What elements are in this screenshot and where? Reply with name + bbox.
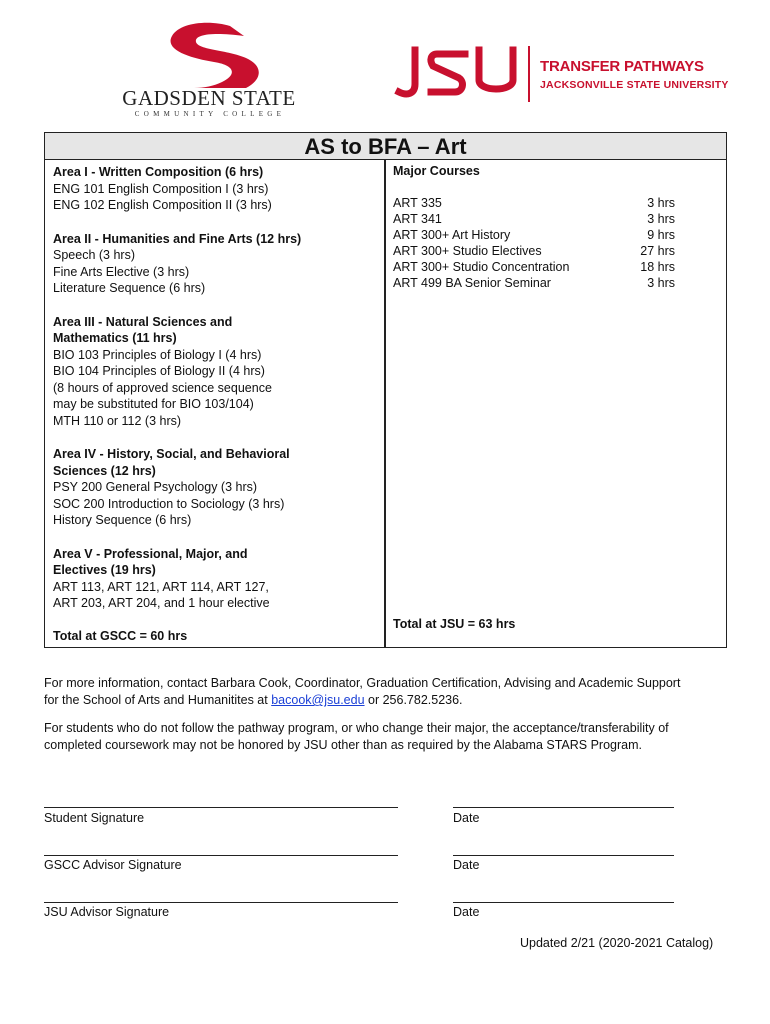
jsu-logo-divider xyxy=(528,46,530,102)
contact-text: for the School of Arts and Humanitites at xyxy=(44,693,272,707)
area-heading: Sciences (12 hrs) xyxy=(53,463,156,478)
area-heading: Mathematics (11 hrs) xyxy=(53,331,177,345)
area-heading: Area II - Humanities and Fine Arts (12 hrs) xyxy=(53,231,302,246)
course-line: (8 hours of approved science sequence xyxy=(53,380,272,395)
course-name: ART 300+ Studio Concentration xyxy=(393,260,570,274)
course-line: ART 113, ART 121, ART 114, ART 127, xyxy=(53,579,269,594)
area-heading: Area IV - History, Social, and Behavioral xyxy=(53,447,290,461)
contact-paragraph xyxy=(44,675,734,709)
course-name: ART 341 xyxy=(393,212,442,226)
course-line: Speech (3 hrs) xyxy=(53,248,135,262)
course-hours: 9 hrs xyxy=(647,228,675,242)
signature-line[interactable] xyxy=(44,807,398,808)
course-hours: 27 hrs xyxy=(640,244,675,258)
course-line: History Sequence (6 hrs) xyxy=(53,513,192,527)
course-name: ART 300+ Studio Electives xyxy=(393,244,542,258)
jsu-university-name: JACKSONVILLE STATE UNIVERSITY xyxy=(540,79,729,91)
date-label: Date xyxy=(453,905,480,919)
signature-label: Student Signature xyxy=(44,811,145,825)
contact-line xyxy=(44,692,734,709)
date-line[interactable] xyxy=(453,855,674,856)
course-name: ART 300+ Art History xyxy=(393,228,511,242)
major-course-row xyxy=(393,211,675,227)
major-course-row xyxy=(393,243,675,259)
course-name: ART 499 BA Senior Seminar xyxy=(393,276,551,290)
major-course-row xyxy=(393,259,675,275)
course-line: Literature Sequence (6 hrs) xyxy=(53,281,206,295)
signature-line[interactable] xyxy=(44,855,398,856)
signature-label: GSCC Advisor Signature xyxy=(44,858,182,872)
page-title: AS to BFA – Art xyxy=(45,133,726,160)
course-line: BIO 103 Principles of Biology I (4 hrs) xyxy=(53,347,262,362)
column-divider xyxy=(384,159,386,647)
date-label: Date xyxy=(453,858,480,872)
date-line[interactable] xyxy=(453,807,674,808)
course-line: ENG 101 English Composition I (3 hrs) xyxy=(53,181,269,196)
major-courses-heading: Major Courses xyxy=(393,164,480,178)
major-course-row xyxy=(393,195,675,211)
area-heading: Area V - Professional, Major, and xyxy=(53,546,248,561)
area-block xyxy=(53,231,378,297)
course-name: ART 335 xyxy=(393,196,442,210)
jsu-program-name: TRANSFER PATHWAYS xyxy=(540,58,704,75)
disclaimer-paragraph xyxy=(44,720,734,754)
major-course-list xyxy=(393,195,675,291)
signature-line[interactable] xyxy=(44,902,398,903)
updated-note: Updated 2/21 (2020-2021 Catalog) xyxy=(520,936,714,950)
course-hours: 3 hrs xyxy=(647,196,675,210)
gscc-logo-name: GADSDEN STATE xyxy=(122,86,296,110)
gscc-logo-subtitle: COMMUNITY COLLEGE xyxy=(134,110,286,118)
area-heading: Area I - Written Composition (6 hrs) xyxy=(53,165,264,179)
course-line: Fine Arts Elective (3 hrs) xyxy=(53,264,190,279)
jsu-total: Total at JSU = 63 hrs xyxy=(393,617,516,631)
major-course-row xyxy=(393,275,675,291)
course-line: MTH 110 or 112 (3 hrs) xyxy=(53,413,182,428)
jsu-logo-icon xyxy=(393,44,523,102)
gscc-total: Total at GSCC = 60 hrs xyxy=(53,629,188,643)
course-line: may be substituted for BIO 103/104) xyxy=(53,397,254,411)
area-heading: Electives (19 hrs) xyxy=(53,563,156,577)
course-hours: 3 hrs xyxy=(647,212,675,226)
course-line: PSY 200 General Psychology (3 hrs) xyxy=(53,480,258,494)
course-line: ART 203, ART 204, and 1 hour elective xyxy=(53,596,270,610)
course-hours: 3 hrs xyxy=(647,276,675,290)
gscc-course-column xyxy=(53,164,378,629)
area-block xyxy=(53,164,378,214)
course-line: ENG 102 English Composition II (3 hrs) xyxy=(53,198,272,212)
area-heading: Area III - Natural Sciences and xyxy=(53,314,233,329)
course-line: BIO 104 Principles of Biology II (4 hrs) xyxy=(53,364,265,378)
date-label: Date xyxy=(453,811,480,825)
area-block xyxy=(53,546,378,612)
email-link[interactable]: bacook@jsu.edu xyxy=(271,693,365,707)
course-hours: 18 hrs xyxy=(640,260,675,274)
major-course-row xyxy=(393,227,675,243)
area-block xyxy=(53,446,378,529)
contact-text: or 256.782.5236. xyxy=(364,693,463,707)
signature-label: JSU Advisor Signature xyxy=(44,905,170,919)
contact-line: For more information, contact Barbara Cook, Coordinator, Graduation Certification, Advising and Academic Support xyxy=(44,676,681,690)
disclaimer-line: For students who do not follow the pathway program, or who change their major, the acceptance/transferability of xyxy=(44,721,669,735)
course-line: SOC 200 Introduction to Sociology (3 hrs) xyxy=(53,496,285,511)
disclaimer-line: completed coursework may not be honored by JSU other than as required by the Alabama STARS Program. xyxy=(44,738,642,752)
area-block xyxy=(53,314,378,430)
date-line[interactable] xyxy=(453,902,674,903)
